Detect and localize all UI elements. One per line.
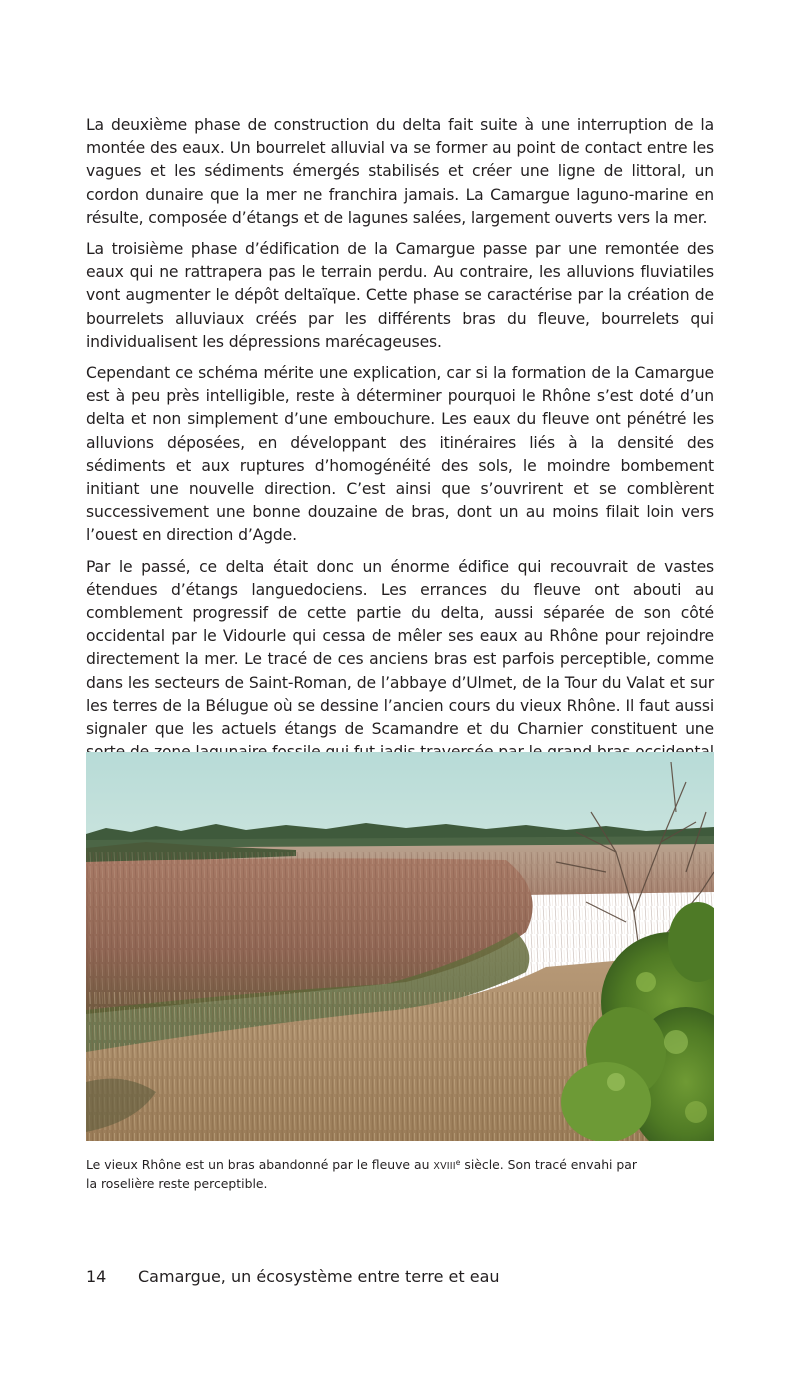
caption-text-end: siècle. Son tracé envahi par la roselière reste perceptible. <box>86 1157 637 1191</box>
body-text <box>86 114 714 796</box>
page-footer <box>86 1267 500 1286</box>
caption-century: XVIII <box>433 1161 456 1172</box>
paragraph-passe: Par le passé, ce delta était donc un énorme édifice qui recouvrait de vastes étendues d’étangs languedociens. Les errances du fleuve ont abouti au comblement progressif de cette partie du delta, aussi séparée de son côté occidental par le Vidourle qui cessa de mêler ses eaux au Rhône pour rejoindre directement la mer. Le tracé de ces anciens bras est parfois perceptible, comme dans les secteurs de Saint-Roman, de l’abbaye d’Ulmet, de la Tour du Valat et sur les terres de la Bélugue où se dessine l’ancien cours du vieux Rhône. Il faut aussi signaler que les actuels étangs de Scamandre et du Charnier constituent une <box>86 557 714 739</box>
photo-caption <box>86 1155 646 1192</box>
page-number: 14 <box>86 1267 107 1286</box>
paragraph-troisieme-phase: La troisième phase d’édification de la Camargue passe par une remontée des eaux qui ne rattrapera pas le terrain perdu. Au contraire, les alluvions fluviatiles vont augmenter le dépôt deltaïque. Cette phase se caractérise par la création de bourrelets alluviaux créés par les différents bras du fleuve, bourrelets qui individualisent les dépressions marécageuses. <box>86 240 714 351</box>
paragraph-deuxieme-phase: La deuxième phase de construction du delta fait suite à une interruption de la montée des eaux. Un bourrelet alluvial va se former au point de contact entre les vagues et les sédiments émergés stabilisés et créer une ligne de littoral, un cordon dunaire que la mer ne franchira jamais. La Camargue laguno-marine en résulte, composée d’étangs et de lagunes salées, largement ouverts vers la mer. <box>86 116 714 227</box>
caption-text-start: Le vieux Rhône est un bras abandonné par le fleuve au <box>86 1157 434 1172</box>
paragraph-explication: Cependant ce schéma mérite une explication, car si la formation de la Camargue est à peu près intelligible, reste à déterminer pourquoi le Rhône s’est doté d’un delta et non simplement d’une embouchure. Les eaux du fleuve ont pénétré les alluvions déposées, en développant des itinéraires liés à la densité des sédiments et aux ruptures d’homogénéité des sols, le moindre bombement initiant une nouvelle direction. C’est ainsi que s’ouvrirent et se comblèrent successivement une bonne douzaine de bras, dont un au moins filait loin vers l’ouest en direction d’Agde. <box>86 364 714 545</box>
running-title: Camargue, un écosystème entre terre et eau <box>138 1267 500 1286</box>
caption-superscript: e <box>455 1158 461 1167</box>
photo-vieux-rhone-reedbed <box>86 752 714 1141</box>
